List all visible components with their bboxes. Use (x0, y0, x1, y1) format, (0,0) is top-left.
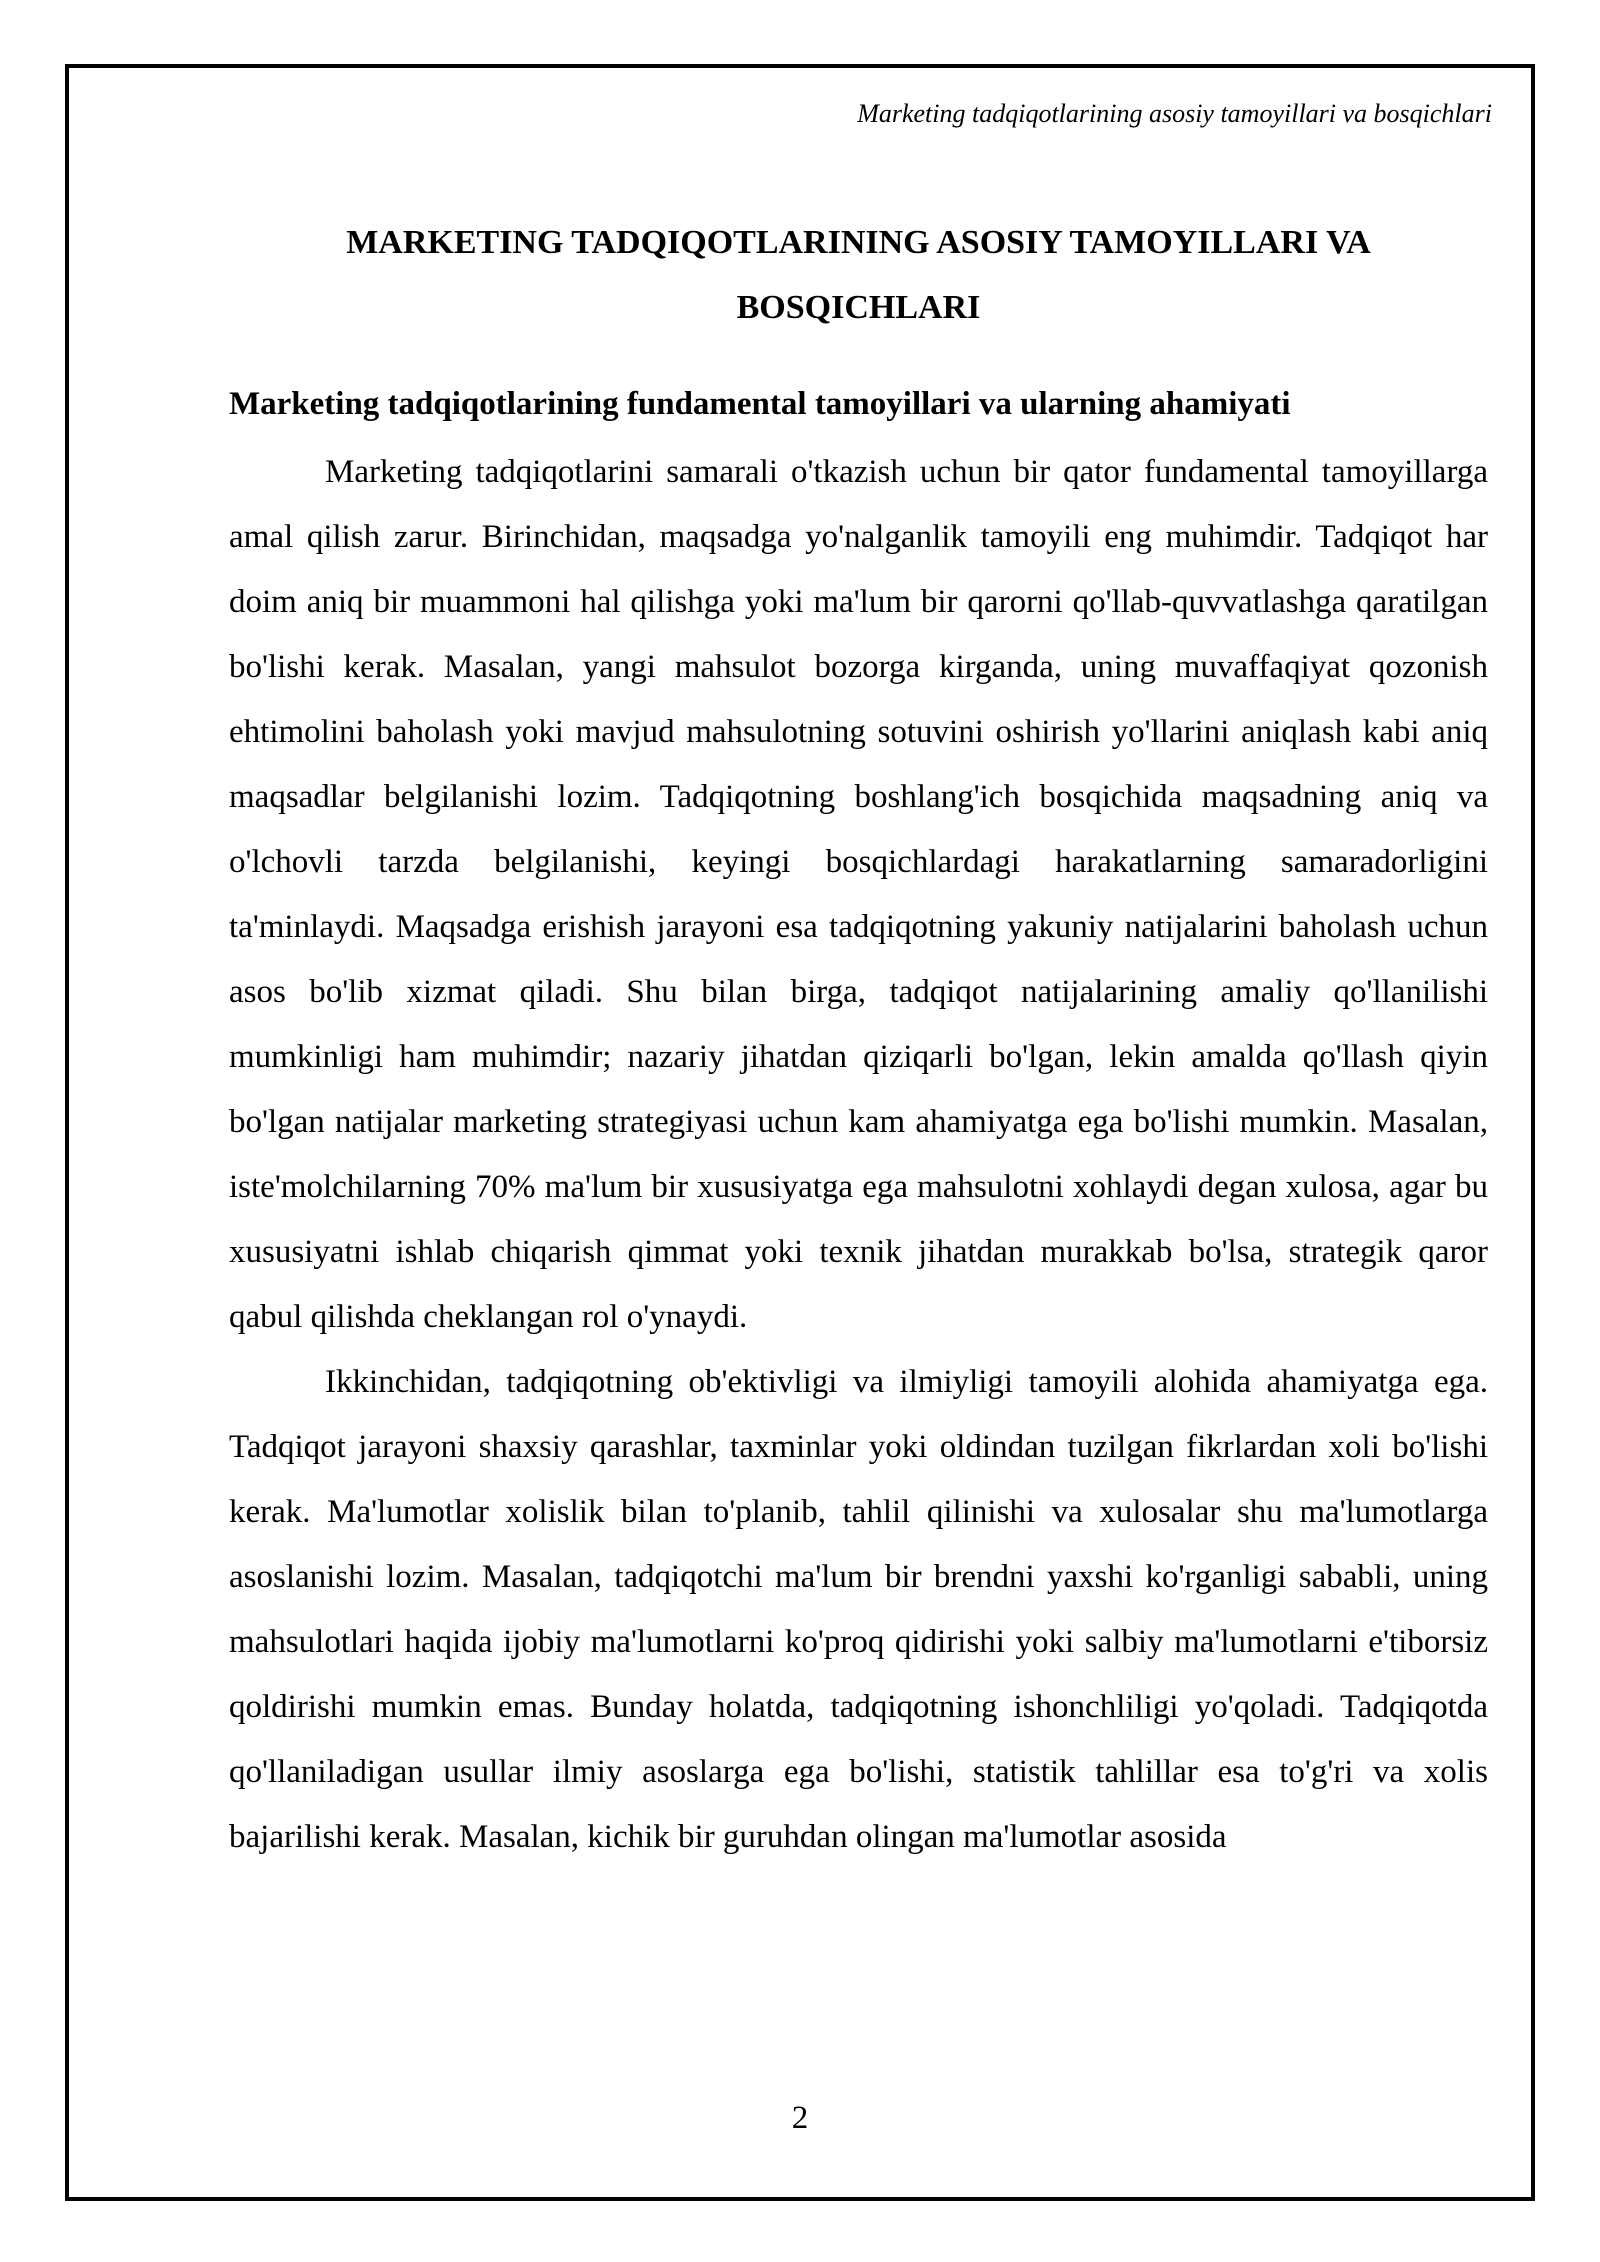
running-header: Marketing tadqiqotlarining asosiy tamoyillari va bosqichlari (857, 99, 1492, 128)
paragraph-1: Marketing tadqiqotlarini samarali o'tkazish uchun bir qator fundamental tamoyillarga amal qilish zarur. Birinchidan, maqsadga yo'nalganlik tamoyili eng muhimdir. Tadqiqot har doim aniq bir muammoni hal qilishga yoki ma'lum bir qarorni qo'llab-quvvatlashga qaratilgan bo'lishi kerak. Masalan, yangi mahsulot bozorga kirganda, uning muvaffaqiyat qozonish ehtimolini baholash yoki mavjud mahsulotning sotuvini oshirish yo'llarini aniqlash kabi aniq maqsadlar belgilanishi lozim. Tadqiqotning boshlang'ich bosqichida maqsadning aniq va o'lchovli tarzda belgilanishi, keyingi bosqichlardagi harakatlarning samaradorligini ta'minlaydi. Maqsadga erishish jarayoni esa tadqiqotning yakuniy natijalarini baholash uchun asos bo'lib xizmat qiladi. Shu bilan birga, tadqiqot natijalarining amaliy qo'llanilishi mumkinligi ham muhimdir; nazariy jihatdan qiziqarli bo'lgan, lekin amalda qo'llash qiyin bo'lgan natijalar marketing strategiyasi uchun kam ahamiyatga ega bo'lishi mumkin. Masalan, iste'molchilarning 70% ma'lum bir xususiyatga ega mahsulotni xohlaydi degan xulosa, agar bu xususiyatni ishlab chiqarish qimmat yoki texnik jihatdan murakkab bo'lsa, strategik qaror qabul qilishda cheklangan rol o'ynaydi. (229, 454, 1488, 1335)
page-number: 2 (791, 2100, 809, 2136)
document-title: MARKETING TADQIQOTLARINING ASOSIY TAMOYILLARI VA BOSQICHLARI (346, 224, 1371, 326)
paragraph-2: Ikkinchidan, tadqiqotning ob'ektivligi va ilmiyligi tamoyili alohida ahamiyatga ega. Tadqiqot jarayoni shaxsiy qarashlar, taxminlar yoki oldindan tuzilgan fikrlardan xoli bo'lishi kerak. Ma'lumotlar xolislik bilan to'planib, tahlil qilinishi va xulosalar shu ma'lumotlarga asoslanishi lozim. Masalan, tadqiqotchi ma'lum bir brendni yaxshi ko'rganligi sababli, uning mahsulotlari haqida ijobiy ma'lumotlarni ko'proq qidirishi yoki salbiy ma'lumotlarni e'tiborsiz qoldirishi mumkin emas. Bunday holatda, tadqiqotning ishonchliligi yo'qoladi. Tadqiqotda qo'llaniladigan usullar ilmiy asoslarga ega bo'lishi, statistik tahlillar esa to'g'ri va xolis bajarilishi kerak. Masalan, kichik bir guruhdan olingan ma'lumotlar asosida (229, 1364, 1488, 1855)
section-heading: Marketing tadqiqotlarining fundamental tamoyillari va ularning ahamiyati (229, 386, 1291, 422)
document-body (229, 210, 1488, 1870)
